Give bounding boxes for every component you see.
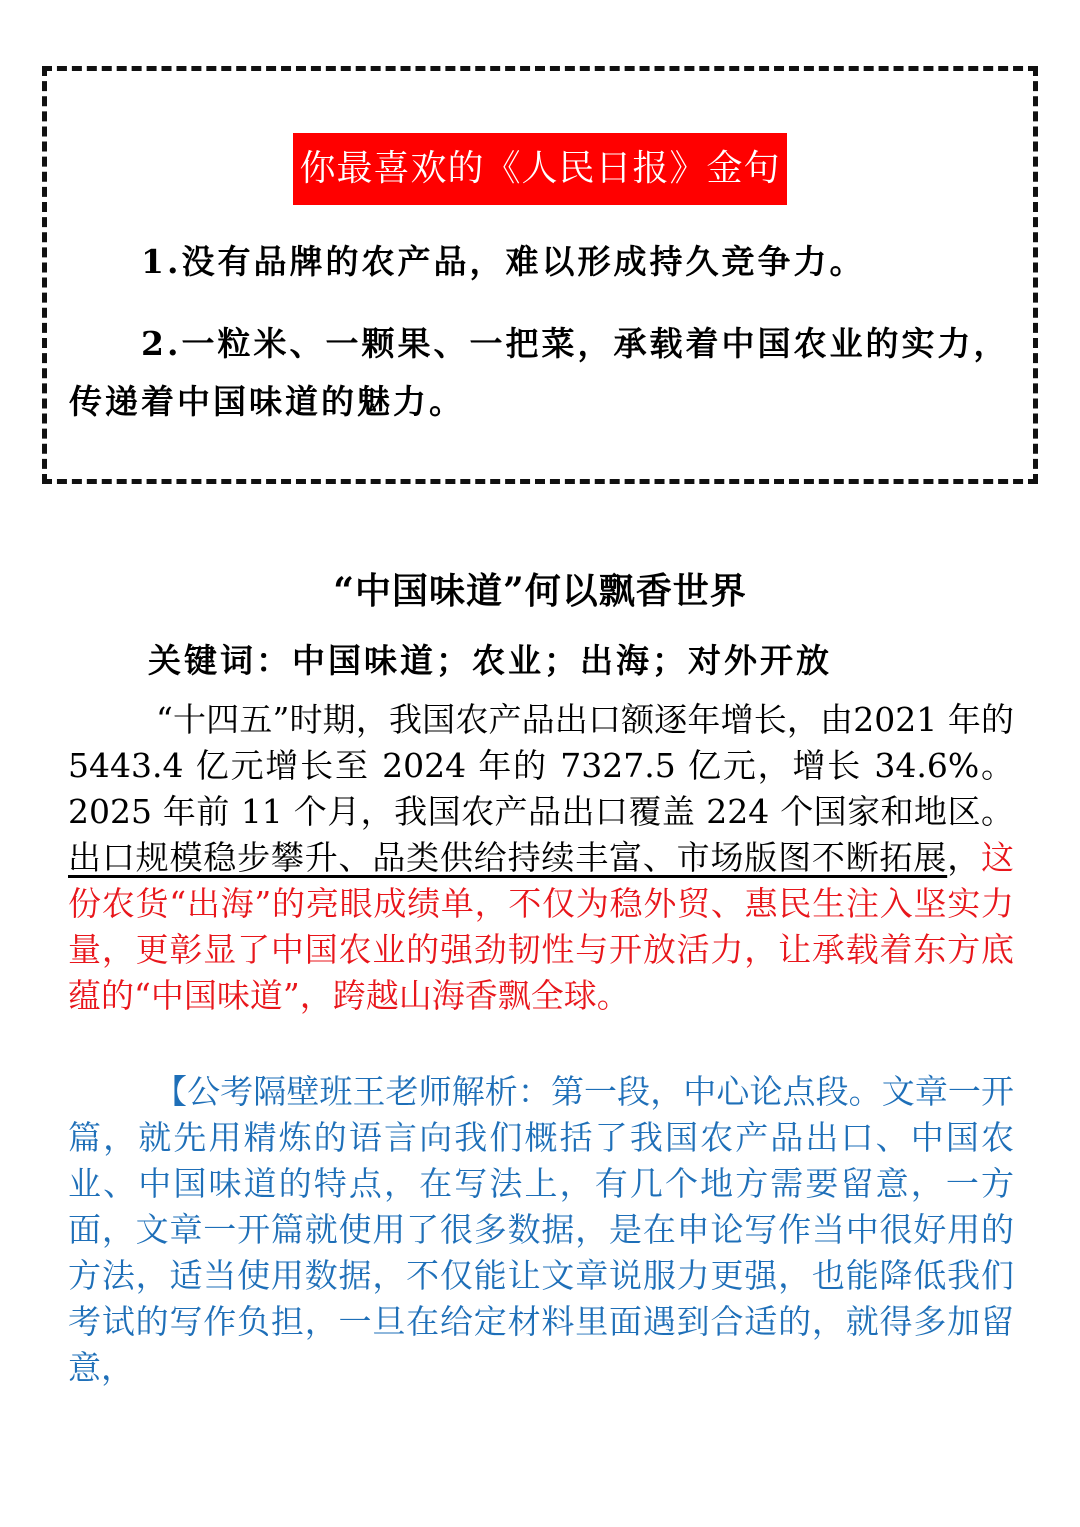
analysis-paragraph: 【公考隔壁班王老师解析：第一段，中心论点段。文章一开篇，就先用精炼的语言向我们概括了我国农产品出口、中国农业、中国味道的特点，在写法上，有几个地方需要留意，一方面，文章一开篇就使用了很多数据，是在申论写作当中很好用的方法，适当使用数据，不仅能让文章说服力更强，也能降低我们考试的写作负担，一旦在给定材料里面遇到合适的，就得多加留意， [68,1072,1014,1387]
paragraph-1-comma: ， [947,838,982,877]
paragraph-1-text: “十四五”时期，我国农产品出口额逐年增长，由2021 年的 5443.4 亿元增长至 2024 年的 7327.5 亿元，增长 34.6%。2025 年前 11 个月，我国农产品出口覆盖 224 个国家和地区。 [68,700,1014,831]
highlighted-red-text: 这份农货“出海”的亮眼成绩单，不仅为稳外贸、惠民生注入坚实力量，更彰显了中国农业的强劲韧性与开放活力，让承载着东方底蕴的“中国味道”，跨越山海香飘全球。 [68,838,1015,1015]
paragraph-1 [68,697,1014,1019]
underlined-sentence: 出口规模稳步攀升、品类供给持续丰富、市场版图不断拓展 [68,838,948,877]
quote-title-wrap [47,133,1033,205]
quote-box [42,66,1038,484]
quote-item-2: 2.一粒米、一颗果、一把菜，承载着中国农业的实力，传递着中国味道的魅力。 [69,324,1010,421]
article-title: “中国味道”何以飘香世界 [333,570,747,612]
keywords-line: 关键词：中国味道；农业；出海；对外开放 [148,641,832,680]
quote-item-1: 1.没有品牌的农产品，难以形成持久竞争力。 [141,242,866,281]
quote-title: 你最喜欢的《人民日报》金句 [293,133,786,205]
